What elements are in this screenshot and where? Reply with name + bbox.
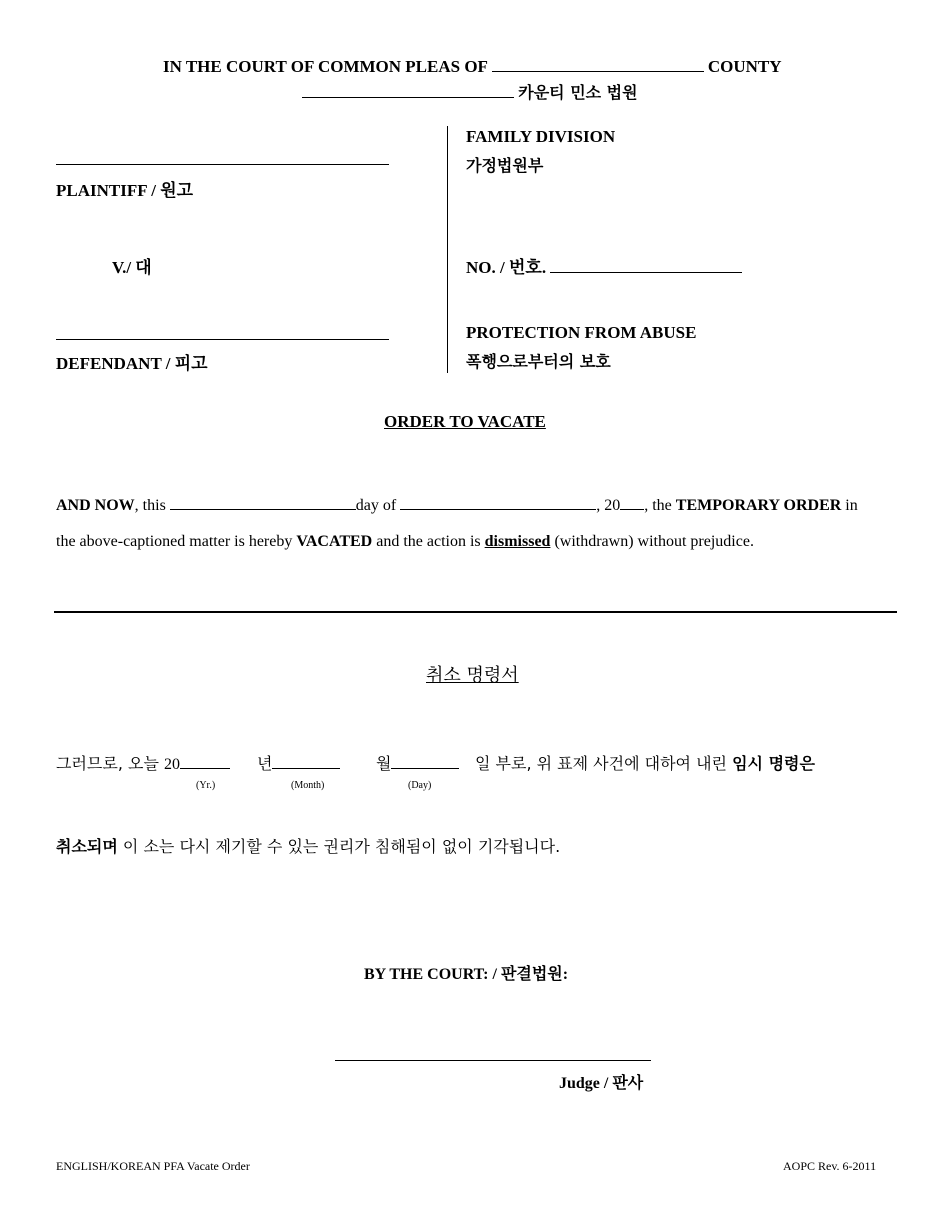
korean-day-group bbox=[376, 751, 459, 774]
case-number-blank[interactable] bbox=[550, 257, 742, 273]
protection-korean: 폭행으로부터의 보호 bbox=[466, 352, 611, 371]
text-in: in bbox=[845, 497, 858, 514]
korean-year-blank[interactable] bbox=[180, 753, 230, 769]
case-number-label: NO. / 번호. bbox=[466, 258, 547, 277]
order-title bbox=[384, 412, 546, 432]
court-suffix: COUNTY bbox=[707, 57, 782, 76]
english-order-line-1 bbox=[56, 494, 858, 515]
month-caption: (Month) bbox=[291, 780, 325, 791]
order-title-text: ORDER TO VACATE bbox=[384, 412, 546, 431]
korean-year-word: 년 bbox=[257, 754, 273, 773]
korean-year-prefix: 20 bbox=[164, 756, 181, 773]
court-prefix: IN THE COURT OF COMMON PLEAS OF bbox=[163, 57, 488, 76]
plaintiff-signature-line[interactable] bbox=[56, 164, 389, 165]
judge-label: Judge / 판사 bbox=[559, 1075, 644, 1092]
court-korean-label: 카운티 민소 법원 bbox=[518, 83, 638, 102]
vacated: VACATED bbox=[296, 533, 373, 550]
case-number-row bbox=[466, 253, 742, 278]
korean-temporary-order: 임시 명령은 bbox=[732, 754, 815, 773]
korean-order-title-text: 취소 명령서 bbox=[426, 665, 519, 686]
court-heading bbox=[163, 56, 781, 77]
text-year-prefix: , 20 bbox=[596, 497, 621, 514]
korean-order-line-1-tail bbox=[475, 751, 815, 774]
protection-label: PROTECTION FROM ABUSE bbox=[466, 323, 697, 342]
text-the: , the bbox=[644, 497, 672, 514]
text-line2-c: (withdrawn) without prejudice. bbox=[554, 533, 754, 550]
court-heading-korean bbox=[302, 80, 638, 103]
family-division-label: FAMILY DIVISION bbox=[466, 127, 616, 146]
korean-text-line2: 이 소는 다시 제기할 수 있는 권리가 침해됨이 없이 기각됩니다. bbox=[122, 837, 561, 856]
korean-month-blank[interactable] bbox=[272, 753, 340, 769]
family-division-korean: 가정법원부 bbox=[466, 156, 544, 175]
korean-order-title bbox=[426, 661, 519, 687]
english-order-line-2 bbox=[56, 533, 754, 551]
footer-revision: AOPC Rev. 6-2011 bbox=[783, 1159, 877, 1173]
and-now: AND NOW bbox=[56, 497, 135, 514]
dismissed: dismissed bbox=[484, 533, 551, 550]
korean-month-group bbox=[257, 751, 340, 774]
footer-form-name: ENGLISH/KOREAN PFA Vacate Order bbox=[56, 1159, 250, 1173]
korean-order-line-1 bbox=[56, 751, 230, 774]
korean-text-today: 그러므로, 오늘 bbox=[56, 754, 159, 773]
korean-day-blank[interactable] bbox=[391, 753, 459, 769]
defendant-label: DEFENDANT / 피고 bbox=[56, 354, 208, 373]
day-blank[interactable] bbox=[170, 494, 356, 510]
korean-month-word: 월 bbox=[376, 754, 392, 773]
korean-vacated: 취소되며 bbox=[56, 837, 118, 856]
by-the-court-label: BY THE COURT: / 판결법원: bbox=[364, 966, 569, 983]
text-line2-a: the above-captioned matter is hereby bbox=[56, 533, 293, 550]
versus-label: V./ 대 bbox=[112, 258, 152, 277]
yr-caption: (Yr.) bbox=[196, 780, 216, 791]
korean-order-line-2 bbox=[56, 834, 560, 857]
county-blank-korean[interactable] bbox=[302, 82, 514, 98]
text-line2-b: and the action is bbox=[376, 533, 481, 550]
caption-divider bbox=[447, 126, 448, 373]
section-separator bbox=[54, 611, 897, 613]
text-day-of: day of bbox=[355, 497, 397, 514]
korean-text-line1-b: 일 부로, 위 표제 사건에 대하여 내린 bbox=[475, 754, 727, 773]
county-blank[interactable] bbox=[492, 56, 704, 72]
month-blank[interactable] bbox=[400, 494, 596, 510]
text-this: , this bbox=[134, 497, 166, 514]
plaintiff-label: PLAINTIFF / 원고 bbox=[56, 181, 194, 200]
defendant-signature-line[interactable] bbox=[56, 339, 389, 340]
day-caption: (Day) bbox=[408, 780, 432, 791]
judge-signature-line[interactable] bbox=[335, 1060, 651, 1061]
year-blank[interactable] bbox=[620, 494, 644, 510]
temporary-order: TEMPORARY ORDER bbox=[675, 497, 842, 514]
